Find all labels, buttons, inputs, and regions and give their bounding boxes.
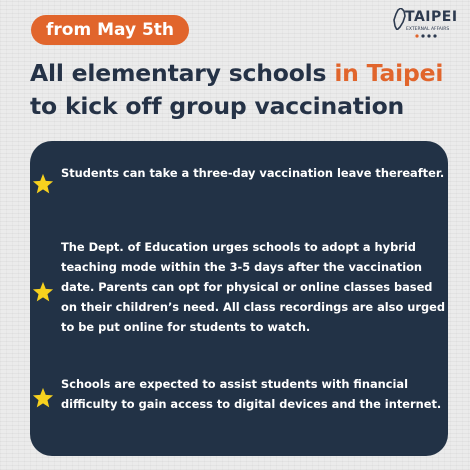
star-icon — [32, 281, 54, 303]
info-item-text: The Dept. of Education urges schools to adopt a hybrid teaching mode within the 3-5 days after the vaccination date. Parents can opt for physical or online classes based on their children’s need. All class recordings are also urged to be put online for students to watch. — [61, 240, 445, 334]
headline — [30, 57, 460, 123]
logo-title: TAIPEI — [405, 9, 458, 25]
headline-part-1: All elementary schools — [30, 59, 335, 87]
star-icon — [32, 387, 54, 409]
headline-part-2: to kick off group vaccination — [30, 92, 405, 120]
headline-accent: in Taipei — [334, 59, 444, 87]
info-item-text: Schools are expected to assist students with financial difficulty to gain access to digital devices and the internet. — [61, 377, 442, 411]
logo-color-dots — [414, 34, 454, 38]
taiwan-map-icon — [392, 8, 406, 30]
star-icon — [32, 173, 54, 195]
info-card — [30, 141, 448, 456]
logo-subtitle: EXTERNAL AFFAIRS — [406, 27, 450, 32]
taipei-external-affairs-logo — [392, 8, 458, 42]
info-item-text: Students can take a three-day vaccination leave thereafter. — [61, 166, 445, 180]
date-badge: from May 5th — [31, 15, 189, 45]
